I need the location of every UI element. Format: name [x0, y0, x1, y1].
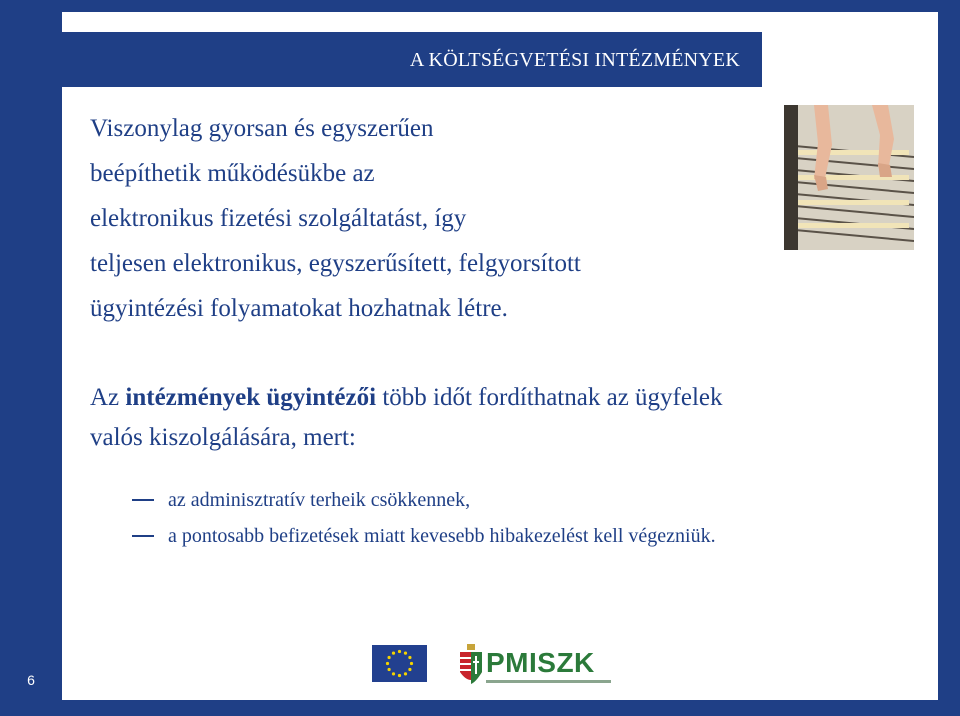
- list-item-text: az adminisztratív terheik csökkennek,: [168, 489, 471, 511]
- list-item: [132, 518, 932, 554]
- filing-cabinet-photo: [784, 105, 914, 250]
- slide-title: A KÖLTSÉGVETÉSI INTÉZMÉNYEK: [409, 49, 740, 71]
- title-bar: [62, 32, 762, 87]
- pmiszk-tagline-bar: [486, 680, 611, 683]
- page-number: 6: [27, 672, 35, 688]
- list-item-text: a pontosabb befizetések miatt kevesebb hibakezelést kell végezniük.: [168, 525, 716, 547]
- intro-paragraph: [90, 106, 730, 331]
- benefit-prefix: Az: [90, 384, 126, 411]
- intro-line: Viszonylag gyorsan és egyszerűen: [90, 115, 434, 142]
- benefit-emphasis: intézmények ügyintézői: [125, 384, 377, 411]
- list-item: [132, 482, 932, 518]
- pmiszk-logo: [458, 644, 618, 688]
- intro-line: ügyintézési folyamatokat hozhatnak létre.: [90, 295, 508, 322]
- pmiszk-logo-text: PMISZK: [486, 647, 595, 678]
- benefit-suffix: több időt fordíthatnak az ügyfelek: [376, 384, 723, 411]
- benefit-line-2: valós kiszolgálására, mert:: [90, 424, 356, 451]
- slide: [62, 12, 938, 700]
- eu-flag-logo: [372, 645, 427, 682]
- reasons-list: [132, 482, 932, 554]
- intro-line: teljesen elektronikus, egyszerűsített, felgyorsított: [90, 250, 581, 277]
- benefit-line-1: [90, 378, 910, 418]
- intro-line: elektronikus fizetési szolgáltatást, így: [90, 205, 467, 232]
- benefit-paragraph: [90, 378, 910, 458]
- intro-line: beépíthetik működésükbe az: [90, 160, 375, 187]
